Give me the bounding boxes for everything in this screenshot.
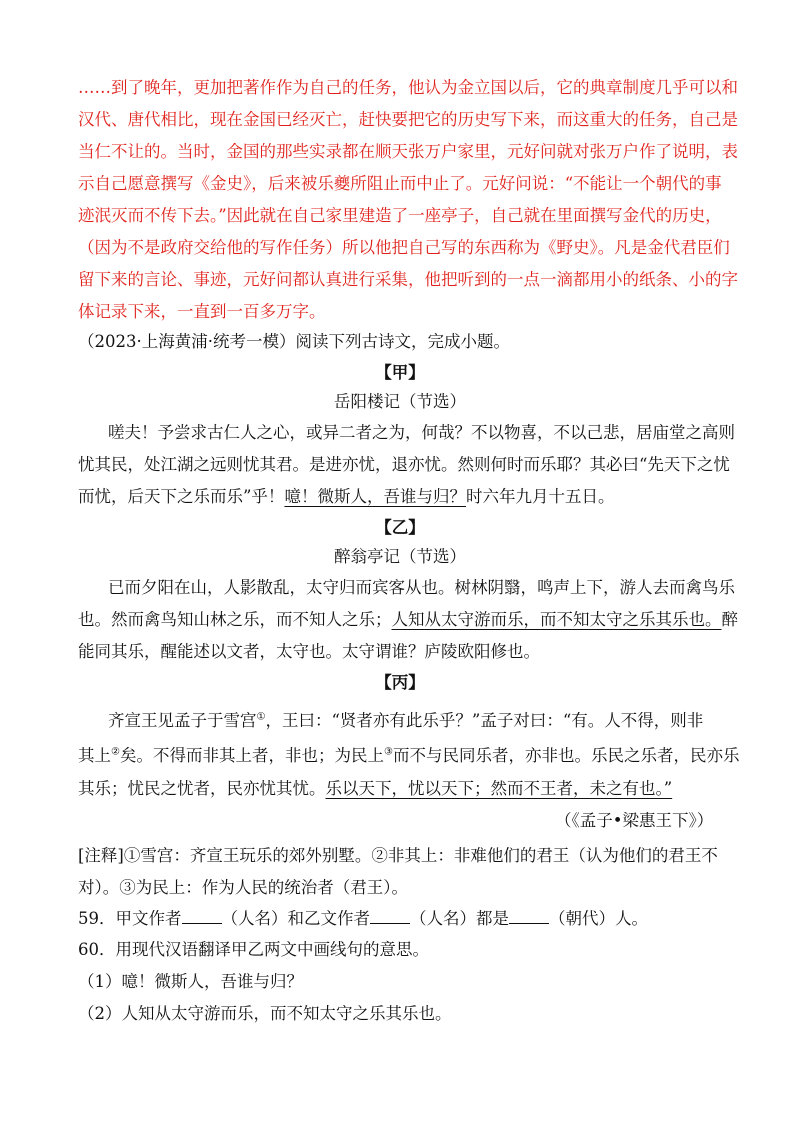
section-jia-title: 岳阳楼记（节选） [334, 392, 466, 411]
yi-line: 已而夕阳在山，人影散乱，太守归而宾客从也。树林阴翳，鸣声上下，游人去而禽鸟乐 [108, 578, 735, 597]
section-bing-label: 【丙】 [375, 673, 425, 692]
passage-line: 当仁不让的。当时，金国的那些实录都在顺天张万户家里，元好问就对张万户作了说明，表 [78, 142, 738, 161]
bing-source: （《孟子•梁惠王下》） [555, 811, 714, 830]
underlined-sentence: 乐以天下，忧以天下；然而不王者，未之有也。” [325, 779, 673, 798]
yi-line: 能同其乐，醒能述以文者，太守也。太守谓谁？庐陵欧阳修也。 [78, 642, 540, 661]
section-jia-label: 【甲】 [375, 363, 425, 382]
passage-line: 迹泯灭而不传下去。”因此就在自己家里建造了一座亭子，自己就在里面撰写金代的历史， [78, 206, 722, 225]
underlined-sentence: 人知从太守游而乐，而不知太守之乐其乐也。 [391, 610, 722, 629]
yi-line: 也。然而禽鸟知山林之乐，而不知人之乐；人知从太守游而乐，而不知太守之乐其乐也。醉 [78, 610, 738, 629]
notes-line: 对）。③为民上：作为人民的统治者（君王）。 [78, 878, 408, 897]
question-60: 60．用现代汉语翻译甲乙两文中画线句的意思。 [78, 940, 429, 959]
bing-line: 其上②矣。不得而非其上者，非也；为民上③而不与民同乐者，亦非也。乐民之乐者，民亦乐 [78, 746, 740, 765]
answer-blank[interactable] [182, 909, 222, 924]
passage-line: 体记录下来，一直到一百多万字。 [78, 302, 326, 321]
passage-line: （因为不是政府交给他的写作任务）所以他把自己写的东西称为《野史》。凡是金代君臣们 [78, 238, 730, 257]
passage-line: 汉代、唐代相比，现在金国已经灭亡，赶快要把它的历史写下来，而这重大的任务，自己是 [78, 110, 738, 129]
source-note: （2023·上海黄浦·统考一模）阅读下列古诗文，完成小题。 [78, 332, 510, 351]
passage-line: 留下来的言论、事迹，元好问都认真进行采集，他把听到的一点一滴都用小的纸条、小的字 [78, 270, 738, 289]
jia-line: 嗟夫！予尝求古仁人之心，或异二者之为，何哉？不以物喜，不以己悲，居庙堂之高则 [108, 423, 735, 442]
underlined-sentence: 噫！微斯人，吾谁与归？ [284, 487, 466, 506]
section-yi-title: 醉翁亭记（节选） [334, 547, 466, 566]
jia-line: 忧其民，处江湖之远则忧其君。是进亦忧，退亦忧。然则何时而乐耶？其必曰“先天下之忧 [78, 455, 730, 474]
question-59: 59．甲文作者 （人名）和乙文作者 （人名）都是 （朝代）人。 [78, 909, 648, 928]
question-60-part-2: （2）人知从太守游而乐，而不知太守之乐其乐也。 [78, 1004, 452, 1023]
question-60-part-1: （1）噫！微斯人，吾谁与归？ [78, 972, 303, 991]
jia-line: 而忧，后天下之乐而乐”乎！噫！微斯人，吾谁与归？时六年九月十五日。 [78, 487, 615, 506]
answer-blank[interactable] [370, 909, 410, 924]
section-yi-label: 【乙】 [375, 518, 425, 537]
bing-line: 其乐；忧民之忧者，民亦忧其忧。乐以天下，忧以天下；然而不王者，未之有也。” [78, 779, 673, 798]
answer-blank[interactable] [509, 909, 549, 924]
passage-line: ……到了晚年，更加把著作作为自己的任务，他认为金立国以后，它的典章制度几乎可以和 [78, 78, 738, 97]
bing-line: 齐宣王见孟子于雪宫①，王曰：“贤者亦有此乐乎？”孟子对曰：“有。人不得，则非 [108, 711, 704, 730]
notes-line: [注释]①雪宫：齐宣王玩乐的郊外别墅。②非其上：非难他们的君王（认为他们的君王不 [78, 846, 718, 865]
passage-line: 示自己愿意撰写《金史》，后来被乐夔所阻止而中止了。元好问说：“不能让一个朝代的事 [78, 174, 722, 193]
